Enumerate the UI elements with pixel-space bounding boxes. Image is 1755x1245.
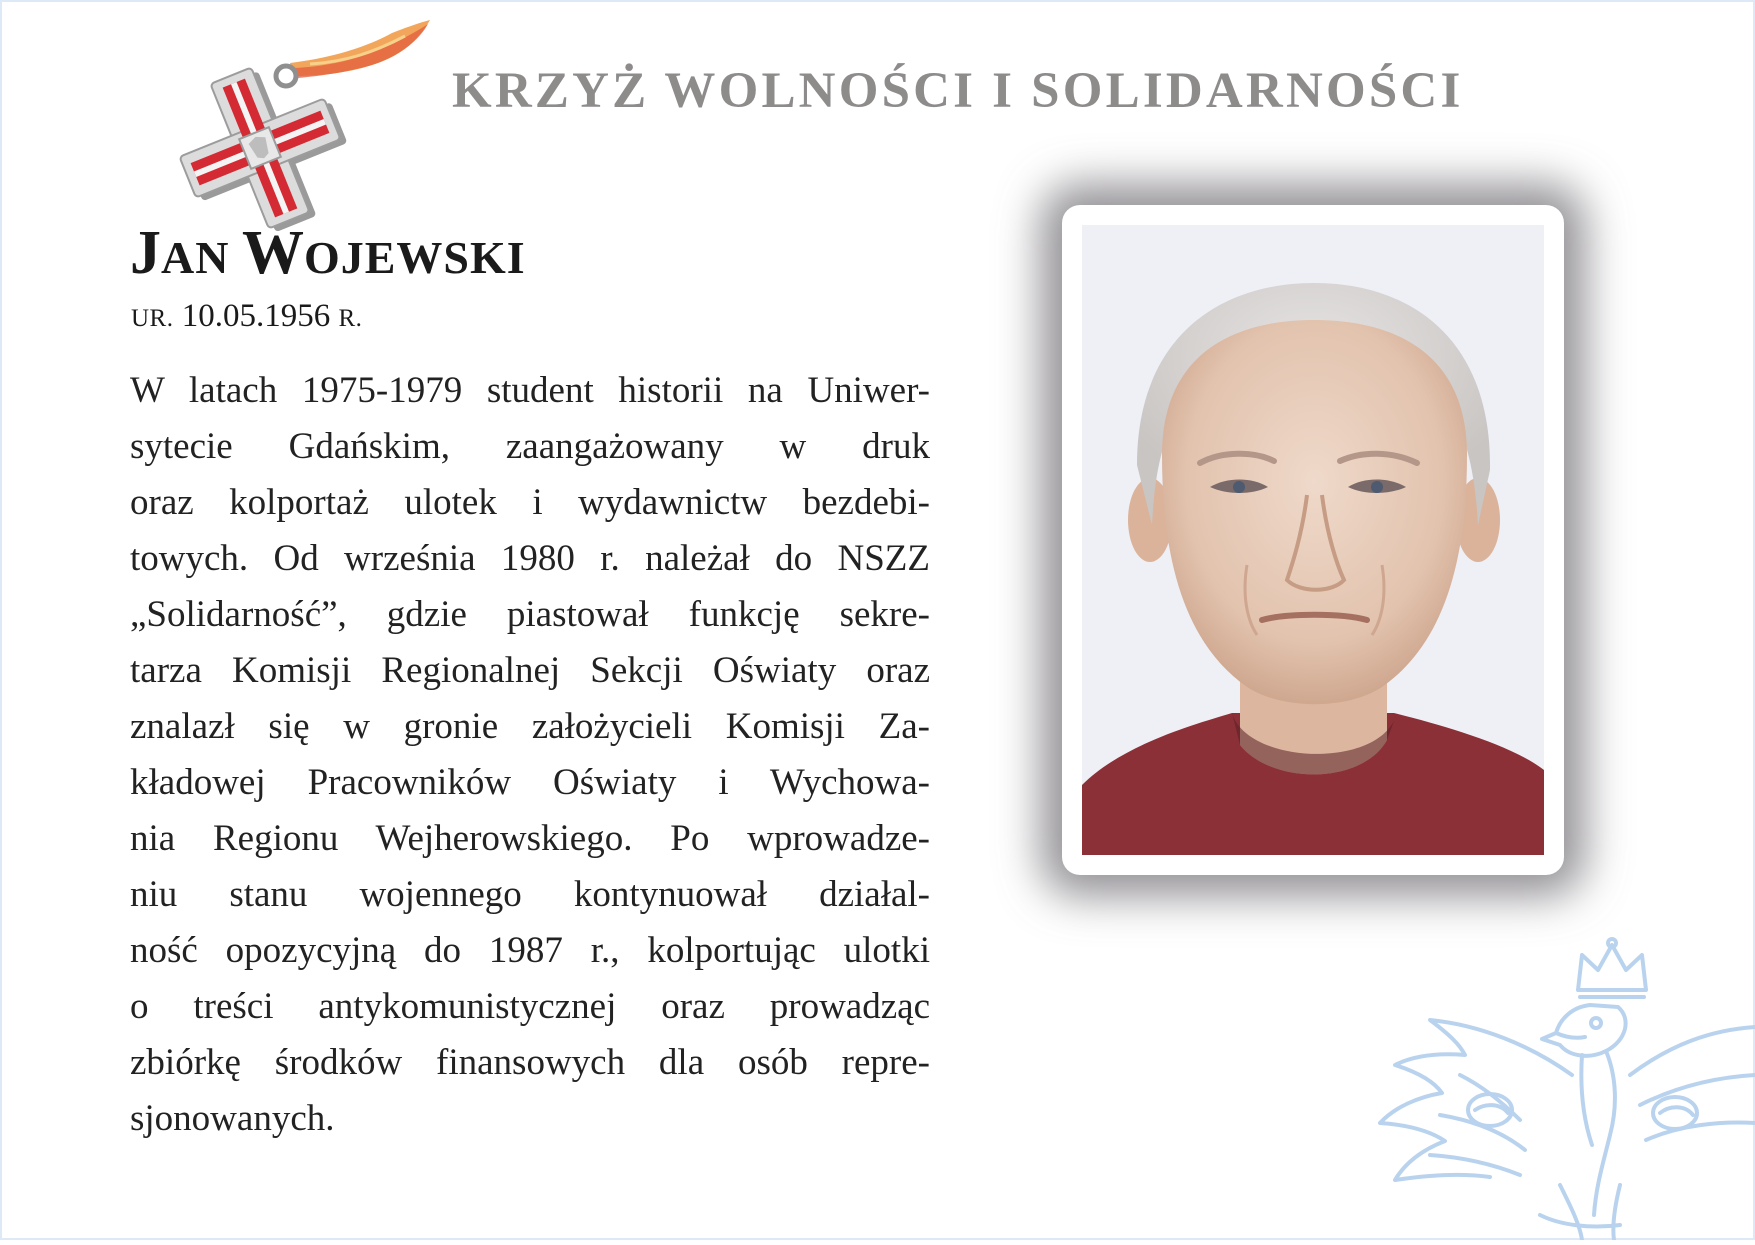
portrait-frame [1062,205,1564,875]
biography-line: niu stanu wojennego kontynuował działal- [130,874,930,915]
biography-line: nia Regionu Wejherowskiego. Po wprowadze- [130,818,930,859]
biography-line: towych. Od września 1980 r. należał do NSZZ [130,538,930,579]
biography-text [130,363,930,1147]
birth-suffix: R. [338,305,363,332]
biography-line: „Solidarność”, gdzie piastował funkcję sekre- [130,594,930,635]
portrait-photo [1082,225,1544,855]
biography-line: zbiórkę środków finansowych dla osób repre- [130,1042,930,1083]
last-name-initial: W [241,219,304,287]
biography-line: W latach 1975-1979 student historii na Uniwer- [130,370,930,411]
header-title: KRZYŻ WOLNOŚCI I SOLIDARNOŚCI [452,63,1464,119]
birth-date-line [131,300,362,333]
biography-line: oraz kolportaż ulotek i wydawnictw bezdebi- [130,482,930,523]
birth-date: 10.05.1956 [181,298,331,334]
first-name-initial: J [130,219,161,287]
biography-line: o treści antykomunistycznej oraz prowadząc [130,986,930,1027]
person-name [130,219,526,287]
biography-line: ność opozycyjną do 1987 r., kolportując ulotki [130,930,930,971]
biography-line: kładowej Pracowników Oświaty i Wychowa- [130,762,930,803]
biography-line: sytecie Gdańskim, zaangażowany w druk [130,426,930,467]
cross-emblem-icon [160,18,490,233]
biography-line: znalazł się w gronie założycieli Komisji Za- [130,706,930,747]
birth-prefix: UR. [131,305,174,332]
polish-eagle-icon [1360,935,1755,1240]
last-name-rest: OJEWSKI [303,232,526,283]
biography-line: sjonowanych. [130,1098,335,1139]
first-name-rest: AN [161,232,230,283]
biography-line: tarza Komisji Regionalnej Sekcji Oświaty oraz [130,650,930,691]
